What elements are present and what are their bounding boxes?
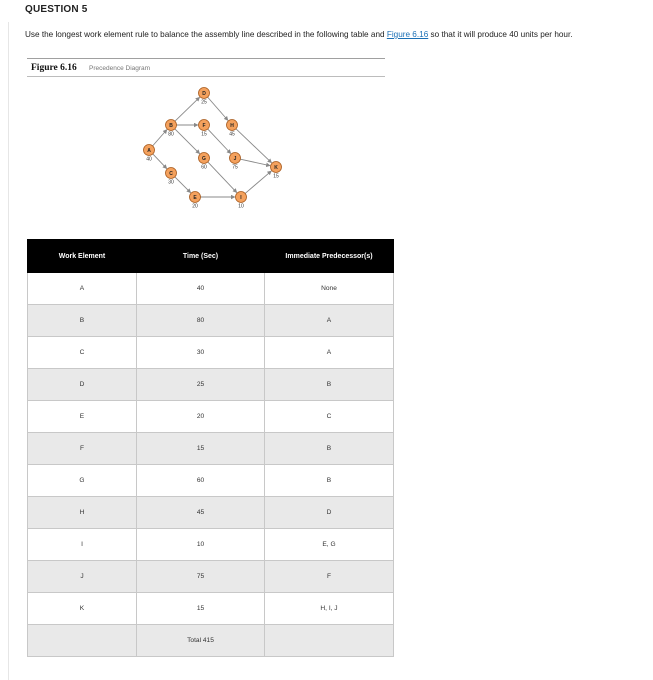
node-label: H: [230, 122, 234, 129]
node-label: G: [202, 155, 206, 162]
table-header-row: [28, 240, 394, 273]
node-label: K: [274, 164, 278, 171]
prompt-text-after: so that it will produce 40 units per hour.: [428, 30, 573, 39]
header-predecessors: Immediate Predecessor(s): [265, 240, 394, 273]
node-time: 45: [229, 131, 235, 138]
cell-empty: [265, 625, 394, 657]
edge-h-k: [233, 129, 272, 163]
figure-link[interactable]: Figure 6.16: [386, 30, 429, 39]
edge-d-h: [208, 97, 228, 120]
table-row: [28, 369, 394, 401]
cell-element: A: [28, 273, 137, 305]
edge-c-e: [175, 177, 191, 193]
cell-predecessor: None: [265, 273, 394, 305]
node-time: 80: [168, 131, 174, 138]
table-row: [28, 337, 394, 369]
cell-time: 15: [137, 433, 265, 465]
cell-time: 20: [137, 401, 265, 433]
node-time: 30: [168, 179, 174, 186]
cell-element: G: [28, 465, 137, 497]
cell-element: D: [28, 369, 137, 401]
node-label: A: [147, 147, 151, 154]
edge-b-d: [175, 97, 200, 121]
table-row: [28, 401, 394, 433]
node-f: [199, 120, 210, 138]
cell-time: 10: [137, 529, 265, 561]
node-label: F: [202, 122, 206, 129]
work-element-table: [27, 239, 394, 657]
node-label: C: [169, 170, 173, 177]
node-label: D: [202, 90, 206, 97]
cell-time: 15: [137, 593, 265, 625]
cell-time: 75: [137, 561, 265, 593]
node-time: 15: [273, 173, 279, 180]
figure-label: Figure 6.16: [31, 63, 77, 73]
cell-time: 25: [137, 369, 265, 401]
edge-j-k: [240, 159, 270, 166]
edge-a-c: [153, 154, 167, 169]
header-time: Time (Sec): [137, 240, 265, 273]
cell-predecessor: D: [265, 497, 394, 529]
table-row: [28, 433, 394, 465]
edge-i-k: [245, 171, 271, 194]
node-i: [236, 192, 247, 210]
cell-time: 60: [137, 465, 265, 497]
table-row: [28, 273, 394, 305]
node-a: [144, 145, 155, 163]
table-row: [28, 561, 394, 593]
node-label: I: [240, 194, 242, 201]
node-h: [227, 120, 238, 138]
cell-predecessor: B: [265, 465, 394, 497]
cell-predecessor: H, I, J: [265, 593, 394, 625]
cell-element: F: [28, 433, 137, 465]
cell-element: I: [28, 529, 137, 561]
edge-b-g: [175, 129, 200, 154]
cell-predecessor: F: [265, 561, 394, 593]
question-title: QUESTION 5: [25, 4, 88, 15]
precedence-diagram: [0, 0, 653, 230]
node-time: 10: [238, 203, 244, 210]
node-b: [166, 120, 177, 138]
cell-total: Total 415: [137, 625, 265, 657]
table-row: [28, 305, 394, 337]
node-time: 60: [201, 164, 207, 171]
cell-predecessor: C: [265, 401, 394, 433]
table-row: [28, 593, 394, 625]
cell-time: 40: [137, 273, 265, 305]
header-work-element: Work Element: [28, 240, 137, 273]
node-time: 15: [201, 131, 207, 138]
node-e: [190, 192, 201, 210]
cell-element: E: [28, 401, 137, 433]
node-time: 40: [146, 156, 152, 163]
node-g: [199, 153, 210, 171]
cell-predecessor: B: [265, 369, 394, 401]
node-time: 25: [201, 99, 207, 106]
edge-a-b: [153, 130, 167, 146]
edge-f-j: [208, 129, 231, 154]
node-k: [271, 162, 282, 180]
node-label: B: [169, 122, 173, 129]
table-row: [28, 497, 394, 529]
cell-predecessor: A: [265, 305, 394, 337]
cell-element: K: [28, 593, 137, 625]
node-time: 20: [192, 203, 198, 210]
node-j: [230, 153, 241, 171]
cell-predecessor: B: [265, 433, 394, 465]
cell-element: C: [28, 337, 137, 369]
cell-time: 30: [137, 337, 265, 369]
prompt-text-before: Use the longest work element rule to balance the assembly line described in the following table and: [25, 30, 387, 39]
table-row: [28, 465, 394, 497]
table-row: [28, 529, 394, 561]
node-label: J: [233, 155, 237, 162]
table-total-row: [28, 625, 394, 657]
figure-caption: Precedence Diagram: [89, 65, 151, 72]
node-label: E: [193, 194, 197, 201]
cell-predecessor: E, G: [265, 529, 394, 561]
cell-element: J: [28, 561, 137, 593]
cell-predecessor: A: [265, 337, 394, 369]
cell-empty: [28, 625, 137, 657]
cell-time: 80: [137, 305, 265, 337]
cell-time: 45: [137, 497, 265, 529]
cell-element: B: [28, 305, 137, 337]
node-c: [166, 168, 177, 186]
diagram-nodes: [144, 88, 282, 210]
cell-element: H: [28, 497, 137, 529]
node-time: 75: [232, 164, 238, 171]
node-d: [199, 88, 210, 106]
